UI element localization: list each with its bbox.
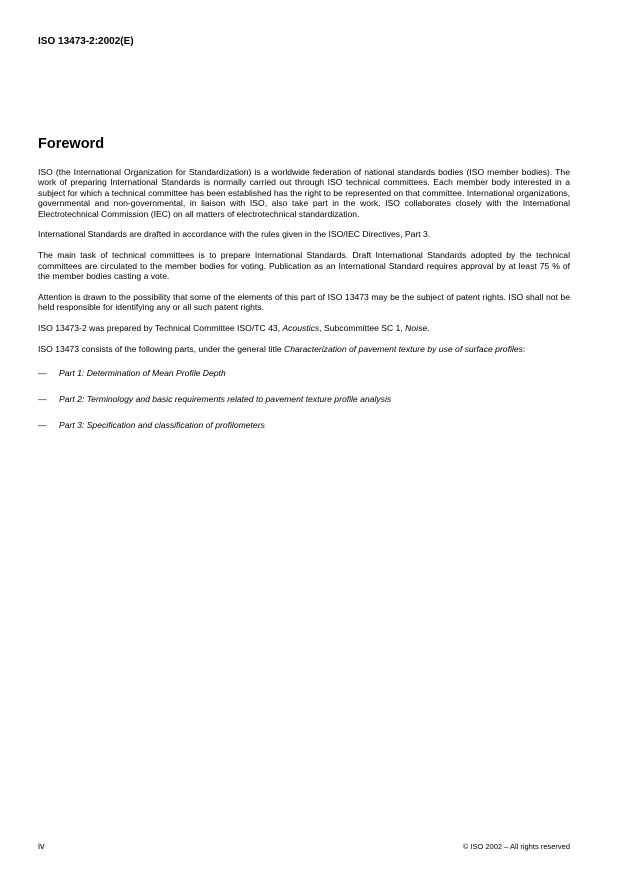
part-title: Part 2: Terminology and basic requirements related to pavement texture profile analysis — [59, 394, 392, 405]
part-title: Part 1: Determination of Mean Profile Depth — [59, 368, 226, 379]
paragraph-prepared-by — [38, 323, 570, 333]
parts-intro-text-a: ISO 13473 consists of the following parts, under the general title — [38, 343, 285, 354]
parts-intro-text-c: : — [522, 343, 526, 354]
paragraph-patent-rights: Attention is drawn to the possibility that some of the elements of this part of ISO 13473 may be the subject of patent rights. ISO shall not be held responsible for identifying any or all such patent rights. — [38, 291, 570, 313]
list-dash: — — [38, 394, 47, 405]
prepared-by-text-e: . — [427, 323, 430, 334]
paragraph-parts-intro — [38, 344, 570, 354]
page-number: iv — [38, 841, 45, 851]
document-id: ISO 13473-2:2002(E) — [38, 36, 134, 47]
prepared-by-text-a: ISO 13473-2 was prepared by Technical Committee ISO/TC 43, — [38, 323, 283, 334]
parts-list — [38, 368, 570, 431]
list-item — [38, 368, 570, 378]
subcommittee-noise: Noise — [405, 323, 428, 334]
foreword-body — [38, 167, 570, 447]
paragraph-iso-intro: ISO (the International Organization for Standardization) is a worldwide federation of national standards bodies (ISO member bodies). The work of preparing International Standards is normally carried out through ISO technical committees. Each member body interested in a subject for which a technical committee has been established has the right to be represented on that committee. International organizations, governmental and non-governmental, in liaison with ISO, also take part in the work. ISO collaborates closely with the International Electrotechnical Commission (IEC) on all matters of electrotechnical standardization. — [38, 167, 570, 219]
committee-acoustics: Acoustics — [282, 323, 320, 334]
prepared-by-text-c: , Subcommittee SC 1, — [319, 323, 406, 334]
paragraph-directives: International Standards are drafted in accordance with the rules given in the ISO/IEC Directives, Part 3. — [38, 229, 431, 240]
list-item — [38, 420, 570, 430]
list-dash: — — [38, 420, 47, 431]
list-item — [38, 394, 570, 404]
page-title: Foreword — [38, 136, 105, 152]
list-dash: — — [38, 368, 47, 379]
general-title: Characterization of pavement texture by use of surface profiles — [284, 343, 523, 354]
paragraph-main-task: The main task of technical committees is to prepare International Standards. Draft International Standards adopted by the technical committees are circulated to the member bodies for voting. Publication as an International Standard requires approval by at least 75 % of the member bodies casting a vote. — [38, 250, 570, 282]
part-title: Part 3: Specification and classification of profilometers — [59, 420, 265, 431]
copyright-notice: © ISO 2002 – All rights reserved — [462, 842, 570, 851]
